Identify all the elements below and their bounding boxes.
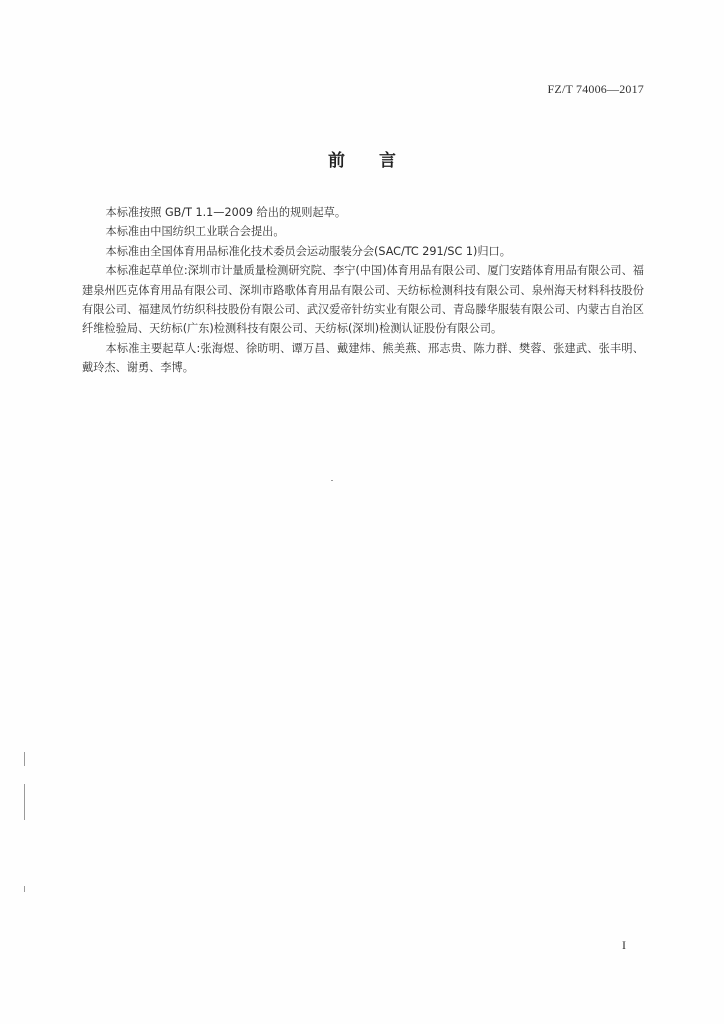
standard-code: FZ/T 74006—2017 <box>547 82 644 96</box>
foreword-body <box>82 203 644 378</box>
page-number: I <box>622 938 626 952</box>
scan-artifact <box>24 752 25 766</box>
paragraph-administration: 本标准由全国体育用品标准化技术委员会运动服装分会(SAC/TC 291/SC 1)归口。 <box>105 244 511 258</box>
scan-artifact <box>331 480 333 481</box>
scan-artifact <box>24 886 25 892</box>
paragraph-drafters: 本标准主要起草人:张海煜、徐昉明、谭万昌、戴建炜、熊美燕、邢志贵、陈力群、樊蓉、张建武、张丰明、戴玲杰、谢勇、李博。 <box>82 341 644 375</box>
scan-artifact <box>24 784 25 820</box>
paragraph-drafting-units: 本标准起草单位:深圳市计量质量检测研究院、李宁(中国)体育用品有限公司、厦门安踏体育用品有限公司、福建泉州匹克体育用品有限公司、深圳市路歌体育用品有限公司、天纺标检测科技有限公司、泉州海天材料科技股份有限公司、福建凤竹纺织科技股份有限公司、武汉爱帝针纺实业有限公司、青岛滕华服装有限公司、内蒙古自治区纤维检验局、天纺标(广东)检测科技有限公司、天纺标(深圳)检测认证股份有限公司。 <box>82 264 644 336</box>
paragraph-drafting-rules: 本标准按照 GB/T 1.1—2009 给出的规则起草。 <box>105 206 347 219</box>
paragraph-proposer: 本标准由中国纺织工业联合会提出。 <box>105 225 285 239</box>
page-title: 前言 <box>328 151 430 171</box>
